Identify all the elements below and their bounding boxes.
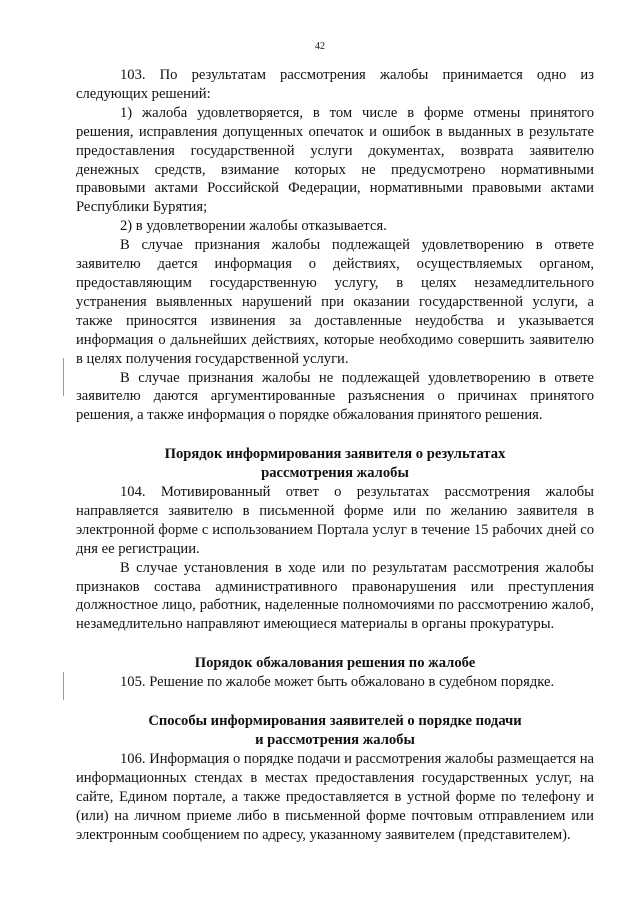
heading-line: рассмотрения жалобы: [261, 465, 409, 482]
paragraph-104-prosecution: В случае установления в ходе или по результатам рассмотрения жалобы признаков состава административного правонарушения или преступления должностное лицо, работник, наделенные полномочиями по рассмотрению жалоб, незамедлительно направляют имеющиеся материалы в органы прокуратуры.: [76, 559, 594, 633]
heading-line: и рассмотрения жалобы: [255, 732, 415, 748]
paragraph-103-satisfied: В случае признания жалобы подлежащей удовлетворению в ответе заявителю дается информация о действиях, осуществляемых органом, предоставляющим государственную услугу, в целях незамедлительного устранения выявленных нарушений при оказании государственной услуги, а также приносятся извинения за доставленные неудобства и указывается информация о дальнейших действиях, которые необходимо совершить заявителю в целях получения государственной услуги.: [76, 237, 594, 367]
document-body: [76, 66, 594, 844]
section-heading-informing: [76, 712, 594, 750]
heading-line: Порядок информирования заявителя о результатах: [164, 446, 506, 463]
paragraph-103-intro: 103. По результатам рассмотрения жалобы принимается одно из следующих решений:: [76, 67, 594, 102]
heading-line: Порядок обжалования решения по жалобе: [194, 655, 476, 672]
paragraph-103-item-2: 2) в удовлетворении жалобы отказывается.: [120, 218, 387, 235]
paragraph-103-item-1: 1) жалоба удовлетворяется, в том числе в форме отмены принятого решения, исправления допущенных опечаток и ошибок в выданных в результате предоставления государственной услуги документах, возврата заявителю денежных средств, взимание которых не предусмотрено нормативными правовыми актами Российской Федерации, нормативными правовыми актами Республики Бурятия;: [76, 104, 594, 216]
paragraph-105: 105. Решение по жалобе может быть обжаловано в судебном порядке.: [120, 674, 555, 691]
paragraph-103-rejected: В случае признания жалобы не подлежащей удовлетворению в ответе заявителю даются аргументированные разъяснения о причинах принятого решения, а также информация о порядке обжалования принятого решения.: [76, 369, 594, 424]
section-heading-results: [76, 445, 594, 483]
heading-line: Способы информирования заявителей о порядке подачи: [148, 713, 522, 730]
scan-margin-mark: [63, 358, 64, 396]
scan-margin-mark: [63, 672, 64, 700]
page-number: 42: [315, 41, 325, 52]
section-heading-appeal: [76, 654, 594, 673]
paragraph-104: 104. Мотивированный ответ о результатах рассмотрения жалобы направляется заявителю в письменной форме или по желанию заявителя в электронной форме с использованием Портала услуг в течение 15 рабочих дней со дня ее регистрации.: [76, 484, 594, 557]
paragraph-106: 106. Информация о порядке подачи и рассмотрения жалобы размещается на информационных стендах в местах предоставления государственных услуг, на сайте, Едином портале, а также предоставляется в устной форме по телефону и (или) на личном приеме либо в письменной форме почтовым отправлением или электронным сообщением по адресу, указанному заявителем (представителем).: [76, 750, 595, 843]
